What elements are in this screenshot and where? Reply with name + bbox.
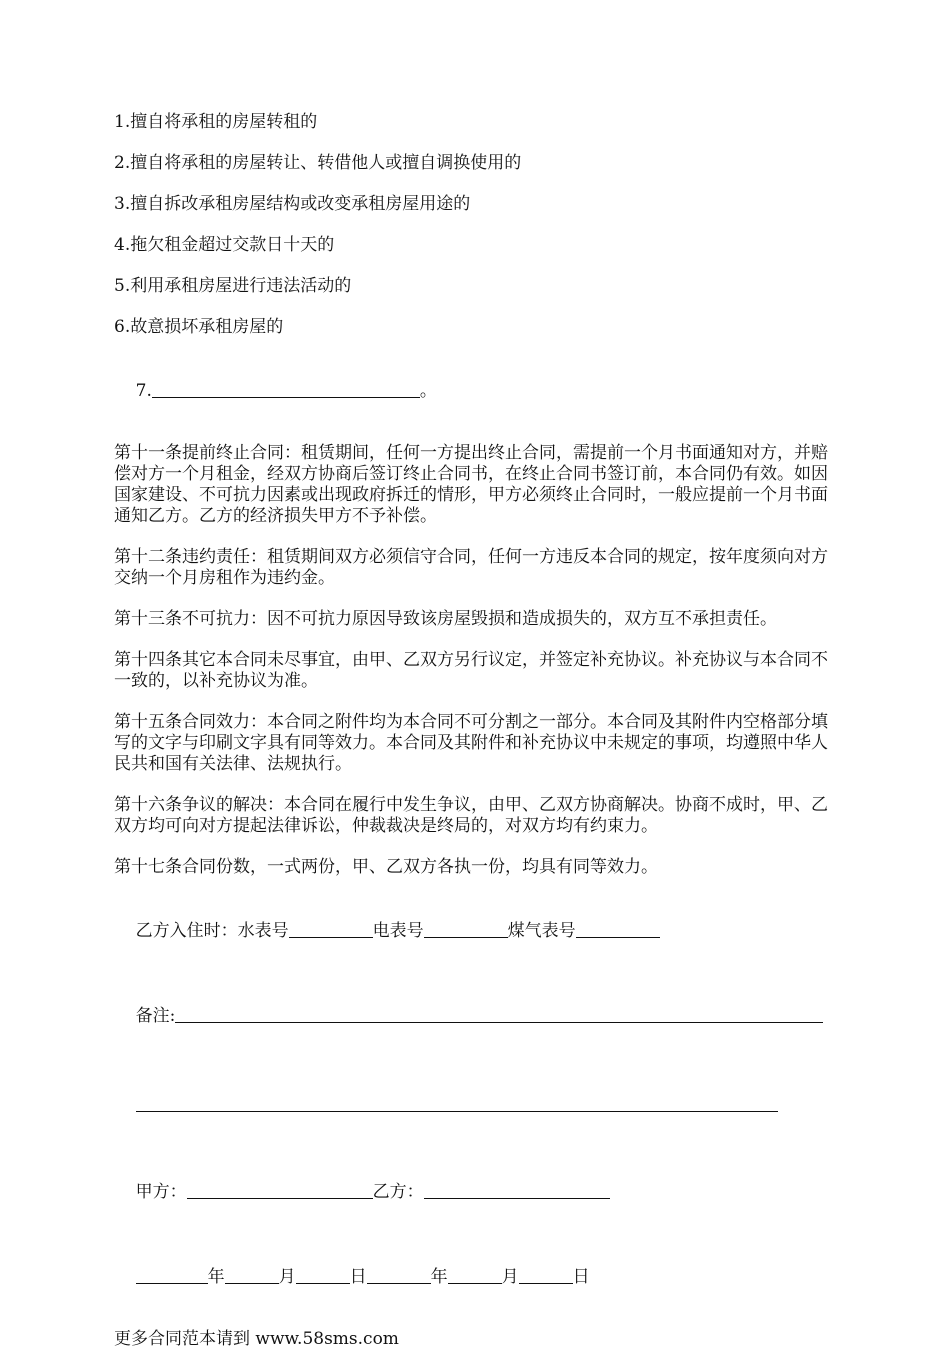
date-b-day-label: 日 xyxy=(572,1267,590,1287)
article-15: 第十五条合同效力：本合同之附件均为本合同不可分割之一部分。本合同及其附件内空格部分填写的文字与印刷文字具有同等效力。本合同及其附件和补充协议中未规定的事项，均遵照中华人民共和国有关法律、法规执行。 xyxy=(114,712,828,774)
clause-item-5: 5.利用承租房屋进行违法活动的 xyxy=(114,276,352,296)
party-b-label: 乙方： xyxy=(372,1182,424,1202)
clause-item-7 xyxy=(114,358,844,423)
party-a-label: 甲方： xyxy=(135,1182,187,1202)
electric-meter-blank xyxy=(424,921,508,938)
date-a-day-label: 日 xyxy=(349,1267,367,1287)
document-body xyxy=(114,112,844,1370)
clause-item-3: 3.擅自拆改承租房屋结构或改变承租房屋用途的 xyxy=(114,194,471,214)
clause-item-6: 6.故意损坏承租房屋的 xyxy=(114,317,284,337)
water-meter-label: 乙方入住时：水表号 xyxy=(135,921,289,941)
date-b-year-blank xyxy=(367,1267,431,1284)
date-line xyxy=(114,1244,844,1309)
date-a-day-blank xyxy=(296,1267,350,1284)
remarks-label: 备注: xyxy=(135,1006,176,1026)
clause-item-7-prefix: 7. xyxy=(135,381,152,401)
remarks-line xyxy=(114,983,844,1048)
clause-item-7-suffix: 。 xyxy=(419,381,437,401)
article-17: 第十七条合同份数，一式两份，甲、乙双方各执一份，均具有同等效力。 xyxy=(114,857,658,877)
party-b-blank xyxy=(424,1182,610,1199)
signature-line xyxy=(114,1159,844,1224)
date-b-day-blank xyxy=(519,1267,573,1284)
article-14: 第十四条其它本合同未尽事宜，由甲、乙双方另行议定，并签定补充协议。补充协议与本合同不一致的，以补充协议为准。 xyxy=(114,650,828,691)
remarks-blank-1 xyxy=(175,1006,823,1023)
gas-meter-label: 煤气表号 xyxy=(507,921,576,941)
remarks-blank-2 xyxy=(136,1095,778,1112)
date-b-month-blank xyxy=(448,1267,502,1284)
date-a-month-blank xyxy=(225,1267,279,1284)
clause-item-1: 1.擅自将承租的房屋转租的 xyxy=(114,112,318,132)
date-a-year-blank xyxy=(136,1267,208,1284)
article-12: 第十二条违约责任：租赁期间双方必须信守合同，任何一方违反本合同的规定，按年度须向对方交纳一个月房租作为违约金。 xyxy=(114,547,828,588)
date-a-month-label: 月 xyxy=(278,1267,296,1287)
gas-meter-blank xyxy=(576,921,660,938)
article-16: 第十六条争议的解决：本合同在履行中发生争议，由甲、乙双方协商解决。协商不成时，甲、乙双方均可向对方提起法律诉讼，仲裁裁决是终局的，对双方均有约束力。 xyxy=(114,795,828,836)
clause-item-4: 4.拖欠租金超过交款日十天的 xyxy=(114,235,335,255)
remarks-line-2 xyxy=(114,1072,844,1137)
clause-item-2: 2.擅自将承租的房屋转让、转借他人或擅自调换使用的 xyxy=(114,153,522,173)
meter-readings-line xyxy=(114,898,844,963)
clause-item-7-blank xyxy=(152,381,420,398)
article-11: 第十一条提前终止合同：租赁期间，任何一方提出终止合同，需提前一个月书面通知对方，并赔偿对方一个月租金，经双方协商后签订终止合同书，在终止合同书签订前，本合同仍有效。如因国家建设、不可抗力因素或出现政府拆迁的情形，甲方必须终止合同时，一般应提前一个月书面通知乙方。乙方的经济损失甲方不予补偿。 xyxy=(114,443,828,526)
electric-meter-label: 电表号 xyxy=(372,921,424,941)
date-a-year-label: 年 xyxy=(207,1267,225,1287)
date-b-month-label: 月 xyxy=(501,1267,519,1287)
footer-note: 更多合同范本请到 www.58sms.com xyxy=(114,1329,399,1349)
article-13: 第十三条不可抗力：因不可抗力原因导致该房屋毁损和造成损失的，双方互不承担责任。 xyxy=(114,609,777,629)
water-meter-blank xyxy=(289,921,373,938)
party-a-blank xyxy=(187,1182,373,1199)
date-b-year-label: 年 xyxy=(430,1267,448,1287)
